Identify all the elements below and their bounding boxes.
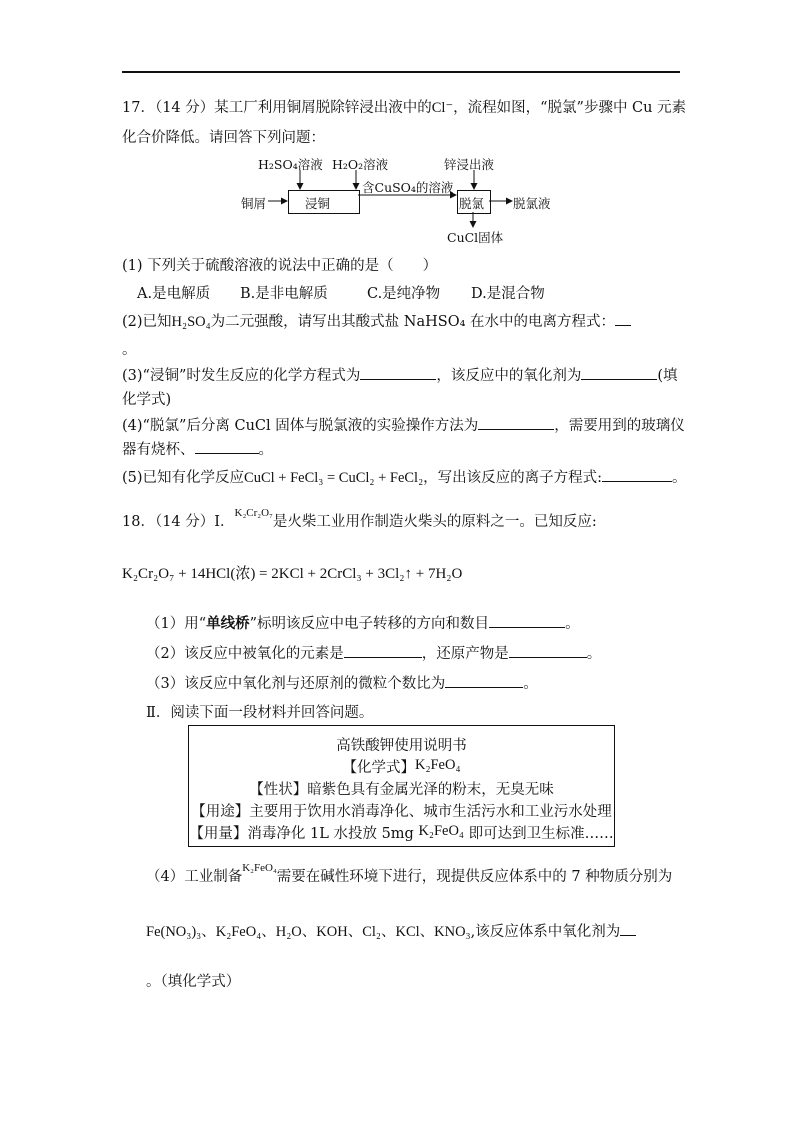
q17-option-d: D.是混合物 — [471, 286, 545, 302]
cuso4-solution-label: 含CuSO₄的溶液 — [362, 180, 454, 195]
manual-box — [188, 725, 615, 847]
answer-blank-18-1[interactable] — [489, 613, 565, 628]
zinc-leach-label: 锌浸出液 — [444, 157, 495, 172]
h2so4-label: H₂SO₄溶液 — [258, 157, 323, 172]
q17-part3 — [122, 364, 678, 385]
answer-blank-18-4[interactable] — [620, 921, 636, 936]
q17-part4-text: (4)“脱氯”后分离 CuCl 固体与脱氯液的实验操作方法为 — [122, 418, 479, 434]
manual-title: 高铁酸钾使用说明书 — [336, 738, 467, 754]
q17-part4-line2-text: 器有烧杯、 — [122, 442, 195, 458]
q17-part2 — [122, 310, 631, 331]
q18-part4 — [146, 862, 673, 886]
q18-part3-end: 。 — [523, 676, 538, 692]
q17-part3-text-3: (填 — [657, 368, 678, 384]
chloride-ion: Cl⁻ — [431, 100, 454, 116]
answer-blank-17-2[interactable] — [615, 311, 631, 326]
answer-blank-17-3b[interactable] — [581, 365, 657, 380]
q17-part4-line2 — [122, 438, 273, 459]
q17-part2-end: 。 — [122, 342, 137, 358]
q18-head — [122, 507, 597, 531]
q18-head-text-2: 是火柴工业用作制造火柴头的原料之一。已知反应: — [272, 514, 597, 530]
manual-formula-line — [189, 756, 614, 777]
species-cl2: Cl₂ — [362, 924, 381, 940]
q17-part2-text-2: 为二元强酸，请写出其酸式盐 NaHSO₄ 在水中的电离方程式： — [210, 314, 615, 330]
answer-blank-18-3[interactable] — [445, 673, 523, 688]
species-fe-no3-3: Fe(NO₃)₃ — [146, 924, 202, 940]
species-k2feo4: K₂FeO₄ — [215, 924, 262, 940]
q17-part5-text-2: ，写出该反应的离子方程式: — [423, 470, 603, 486]
species-kno3: KNO₃ — [434, 924, 471, 940]
q17-part5-equation: CuCl + FeCl₃ = CuCl₂ + FeCl₂ — [244, 470, 424, 486]
copper-scrap-label: 铜屑 — [241, 196, 267, 211]
k2cr2o7-formula: K₂Cr₂O₇ — [234, 507, 273, 519]
answer-blank-18-2a[interactable] — [344, 643, 422, 658]
manual-formula-label: 【化学式】 — [342, 760, 415, 776]
q18-species-line: Fe(NO₃)₃、K₂FeO₄、H₂O、KOH、Cl₂、KCl、KNO₃,该反应体系中氧化剂为 — [146, 920, 636, 941]
q18-part1-text-2: ”标明该反应中电子转移的方向和数目 — [249, 616, 490, 632]
q17-part4-end: 。 — [258, 442, 273, 458]
q17-part4-text-2: ，需要用到的玻璃仪 — [554, 418, 685, 434]
manual-dosage — [189, 822, 614, 843]
q18-part2-end: 。 — [586, 646, 602, 662]
q18-part3-text: （3）该反应中氧化剂与还原剂的微粒个数比为 — [146, 676, 446, 692]
flow-arrows — [0, 0, 800, 260]
answer-blank-17-4a[interactable] — [478, 415, 554, 430]
q18-part4-text-3: ,该反应体系中氧化剂为 — [470, 924, 621, 940]
manual-property: 【性状】暗紫色具有金属光泽的粉末，无臭无味 — [249, 782, 554, 798]
q18-equation: K₂Cr₂O₇ + 14HCl(浓) = 2KCl + 2CrCl₃ + 3Cl₂↑ + 7H₂O — [122, 566, 463, 582]
manual-dosage-text-2: 即可达到卫生标准…… — [468, 826, 614, 842]
dechlor-box-label: 脱氯 — [459, 196, 485, 211]
answer-blank-17-4b[interactable] — [195, 439, 259, 454]
q18-part4-text: （4）工业制备 — [146, 869, 243, 885]
q18-part4-text-2: 需要在碱性环境下进行，现提供反应体系中的 7 种物质分别为 — [276, 869, 673, 885]
q18-part2-text-2: ，还原产物是 — [421, 646, 509, 662]
q18-part1-end: 。 — [565, 616, 580, 632]
q17-part3-line2: 化学式) — [122, 392, 172, 408]
q18-part3 — [146, 672, 538, 693]
q18-part4-end: 。（填化学式） — [146, 974, 241, 990]
manual-dosage-formula: K₂FeO₄ — [418, 823, 464, 839]
q18-part2 — [146, 642, 601, 663]
q18-part2-text: （2）该反应中被氧化的元素是 — [146, 646, 344, 662]
h2so4-formula: H₂SO₄ — [171, 314, 211, 330]
q17-intro-text-2: ，流程如图，“脱氯”步骤中 Cu 元素 — [453, 100, 687, 116]
q17-part5-text: (5)已知有化学反应 — [122, 470, 245, 486]
answer-blank-18-2b[interactable] — [509, 643, 587, 658]
q18-head-text: 18．（14 分）Ⅰ． — [122, 514, 235, 530]
q17-part3-text-2: ，该反应中的氧化剂为 — [436, 368, 582, 384]
q17-option-a: A.是电解质 — [137, 286, 211, 302]
q17-part3-text: (3)“浸铜”时发生反应的化学方程式为 — [122, 368, 361, 384]
leach-box-label: 浸铜 — [305, 196, 331, 211]
manual-formula: K₂FeO₄ — [414, 757, 461, 773]
q17-option-b: B.是非电解质 — [240, 286, 328, 302]
q18-part1-text: （1）用“ — [146, 616, 207, 632]
q17-part5 — [122, 466, 687, 487]
h2o2-label: H₂O₂溶液 — [332, 157, 389, 172]
dechlor-liquid-label: 脱氯液 — [513, 196, 551, 211]
q17-part5-end: 。 — [672, 470, 687, 486]
k2feo4-formula: K₂FeO₄ — [242, 862, 277, 874]
q17-intro-text: 17．（14 分）某工厂利用铜屑脱除锌浸出液中的 — [122, 100, 432, 116]
cucl-solid-label: CuCl固体 — [447, 230, 504, 245]
answer-blank-17-5[interactable] — [602, 467, 672, 482]
q17-option-c: C.是纯净物 — [367, 286, 441, 302]
species-h2o: H₂O — [275, 924, 302, 940]
q18-part1 — [146, 612, 580, 633]
q18-part-ii: Ⅱ．阅读下面一段材料并回答问题。 — [146, 705, 374, 721]
q17-part4 — [122, 414, 685, 435]
answer-blank-17-3a[interactable] — [360, 365, 436, 380]
manual-usage: 【用途】主要用于饮用水消毒净化、城市生活污水和工业污水处理 — [191, 804, 612, 820]
single-line-bridge: 单线桥 — [206, 615, 250, 632]
q17-part2-text: (2)已知 — [122, 314, 172, 330]
species-kcl: KCl — [395, 924, 420, 940]
species-koh: KOH — [316, 924, 348, 940]
q17-part1: (1) 下列关于硫酸溶液的说法中正确的是（ ） — [122, 258, 438, 274]
manual-dosage-text: 【用量】消毒净化 1L 水投放 5mg — [189, 826, 414, 842]
q17-intro-line2: 化合价降低。请回答下列问题： — [122, 130, 325, 146]
